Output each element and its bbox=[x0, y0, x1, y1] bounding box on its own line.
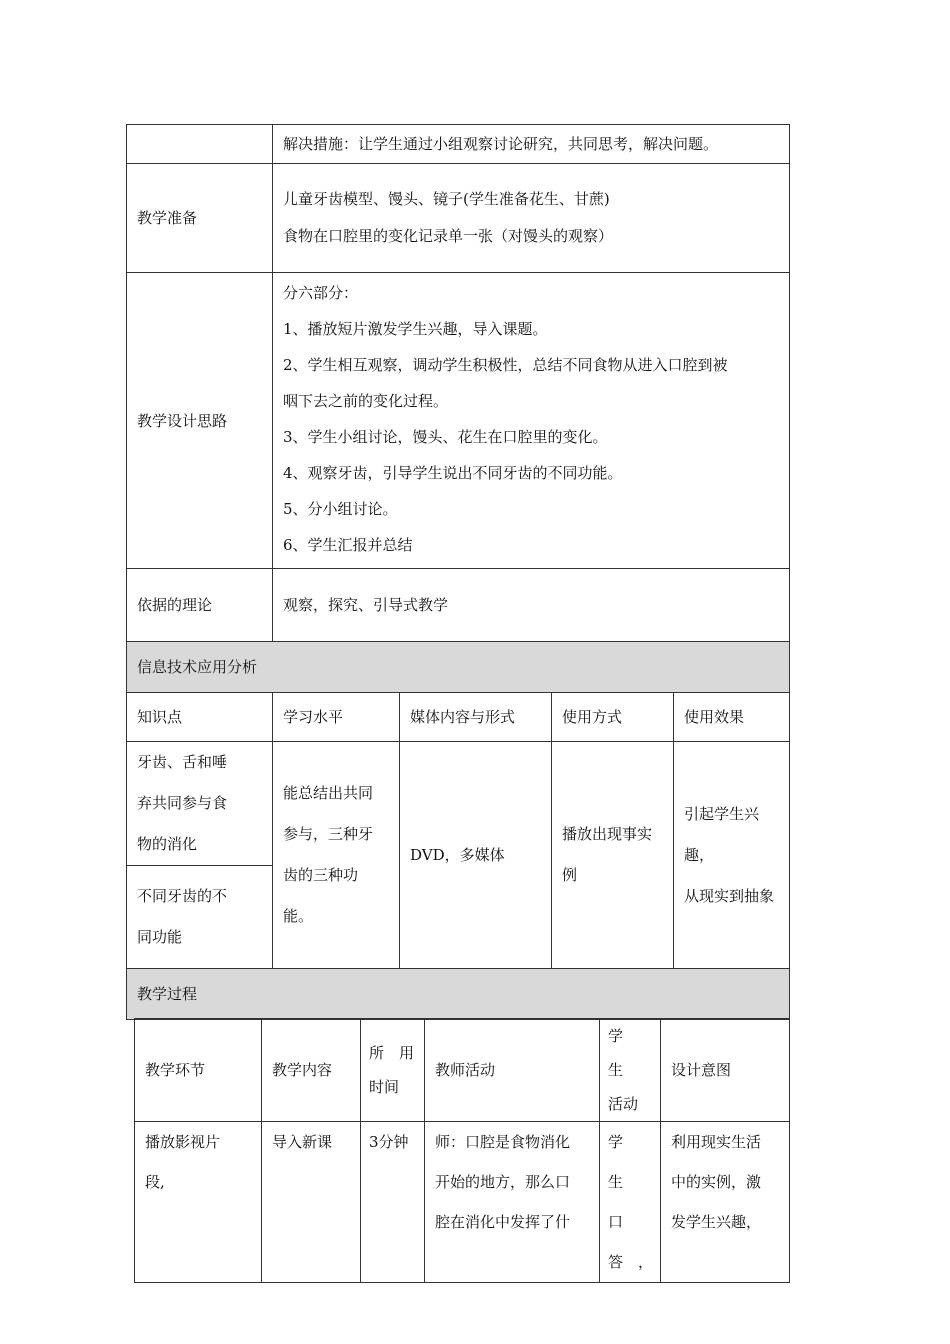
knowledge-line: 弃共同参与食 bbox=[137, 794, 228, 812]
teacher-line: 腔在消化中发挥了什 bbox=[435, 1213, 571, 1231]
design-line: 5、分小组讨论。 bbox=[283, 500, 398, 518]
student-header-line: 活动 bbox=[608, 1095, 639, 1113]
design-row bbox=[127, 273, 790, 569]
level-line: 能总结出共同 bbox=[283, 784, 374, 802]
lesson-info-table bbox=[126, 124, 790, 1020]
step-cell bbox=[135, 1122, 262, 1283]
knowledge-point-2 bbox=[127, 866, 273, 969]
column-header-effect: 使用效果 bbox=[674, 693, 790, 742]
column-header-content: 教学内容 bbox=[262, 1019, 361, 1122]
it-header-row bbox=[127, 642, 790, 693]
process-row bbox=[135, 1122, 790, 1283]
level-line: 参与，三种牙 bbox=[283, 825, 374, 843]
level-line: 齿的三种功 bbox=[283, 866, 359, 884]
knowledge-line: 牙齿、舌和唾 bbox=[137, 753, 228, 771]
design-line: 1、播放短片激发学生兴趣，导入课题。 bbox=[283, 320, 548, 338]
process-column-header-row bbox=[135, 1019, 790, 1122]
design-line: 咽下去之前的变化过程。 bbox=[283, 392, 449, 410]
intent-line: 发学生兴趣， bbox=[671, 1213, 762, 1231]
solution-text: 解决措施：让学生通过小组观察讨论研究，共同思考，解决问题。 bbox=[273, 125, 790, 164]
process-section-header: 教学过程 bbox=[127, 969, 790, 1020]
intent-line: 中的实例，激 bbox=[671, 1173, 762, 1191]
student-line: 学 生 bbox=[608, 1133, 639, 1191]
prep-line: 儿童牙齿模型、馒头、镜子(学生准备花生、甘蔗) bbox=[283, 190, 610, 208]
teacher-activity-cell bbox=[425, 1122, 600, 1283]
teaching-process-table bbox=[134, 1018, 790, 1283]
knowledge-line: 同功能 bbox=[137, 928, 183, 946]
solution-label-cell bbox=[127, 125, 273, 164]
column-header-knowledge: 知识点 bbox=[127, 693, 273, 742]
prep-line: 食物在口腔里的变化记录单一张（对馒头的观察） bbox=[283, 227, 614, 245]
effect-cell bbox=[674, 742, 790, 969]
knowledge-point-1 bbox=[127, 742, 273, 866]
prep-label: 教学准备 bbox=[127, 164, 273, 273]
prep-content bbox=[273, 164, 790, 273]
design-content bbox=[273, 273, 790, 569]
column-header-time bbox=[361, 1019, 425, 1122]
student-header-line: 学 生 bbox=[608, 1027, 639, 1079]
it-column-header-row bbox=[127, 693, 790, 742]
time-header-line: 时间 bbox=[369, 1078, 400, 1096]
column-header-usage: 使用方式 bbox=[552, 693, 674, 742]
column-header-step: 教学环节 bbox=[135, 1019, 262, 1122]
column-header-teacher: 教师活动 bbox=[425, 1019, 600, 1122]
time-header-line: 所 用 bbox=[369, 1044, 415, 1062]
student-line: 答 ， bbox=[608, 1253, 654, 1271]
solution-row bbox=[127, 125, 790, 164]
intent-cell bbox=[661, 1122, 790, 1283]
student-activity-cell bbox=[600, 1122, 661, 1283]
intent-line: 利用现实生活 bbox=[671, 1133, 762, 1151]
design-label: 教学设计思路 bbox=[127, 273, 273, 569]
usage-cell bbox=[552, 742, 674, 969]
level-line: 能。 bbox=[283, 907, 314, 925]
learning-level-cell bbox=[273, 742, 400, 969]
time-cell: 3分钟 bbox=[361, 1122, 425, 1283]
design-line: 6、学生汇报并总结 bbox=[283, 536, 413, 554]
process-header-row bbox=[127, 969, 790, 1020]
knowledge-line: 物的消化 bbox=[137, 835, 198, 853]
prep-row bbox=[127, 164, 790, 273]
teacher-line: 师：口腔是食物消化 bbox=[435, 1133, 571, 1151]
content-cell: 导入新课 bbox=[262, 1122, 361, 1283]
step-line: 播放影视片 bbox=[145, 1133, 221, 1151]
teacher-line: 开始的地方，那么口 bbox=[435, 1173, 571, 1191]
it-section-header: 信息技术应用分析 bbox=[127, 642, 790, 693]
column-header-student bbox=[600, 1019, 661, 1122]
design-line: 2、学生相互观察，调动学生积极性，总结不同食物从进入口腔到被 bbox=[283, 356, 728, 374]
column-header-media: 媒体内容与形式 bbox=[400, 693, 552, 742]
media-cell: DVD，多媒体 bbox=[400, 742, 552, 969]
step-line: 段, bbox=[145, 1173, 165, 1191]
student-line: 口 bbox=[608, 1213, 624, 1231]
design-line: 分六部分： bbox=[283, 284, 359, 302]
effect-line: 从现实到抽象 bbox=[684, 886, 775, 905]
it-data-row bbox=[127, 742, 790, 866]
knowledge-line: 不同牙齿的不 bbox=[137, 887, 228, 905]
effect-line: 引起学生兴趣， bbox=[684, 804, 760, 864]
column-header-intent: 设计意图 bbox=[661, 1019, 790, 1122]
theory-text: 观察，探究、引导式教学 bbox=[273, 569, 790, 642]
column-header-level: 学习水平 bbox=[273, 693, 400, 742]
theory-label: 依据的理论 bbox=[127, 569, 273, 642]
usage-line: 播放出现事实 bbox=[562, 825, 653, 843]
design-line: 4、观察牙齿，引导学生说出不同牙齿的不同功能。 bbox=[283, 464, 623, 482]
design-line: 3、学生小组讨论，馒头、花生在口腔里的变化。 bbox=[283, 428, 608, 446]
usage-line: 例 bbox=[562, 866, 578, 884]
theory-row bbox=[127, 569, 790, 642]
